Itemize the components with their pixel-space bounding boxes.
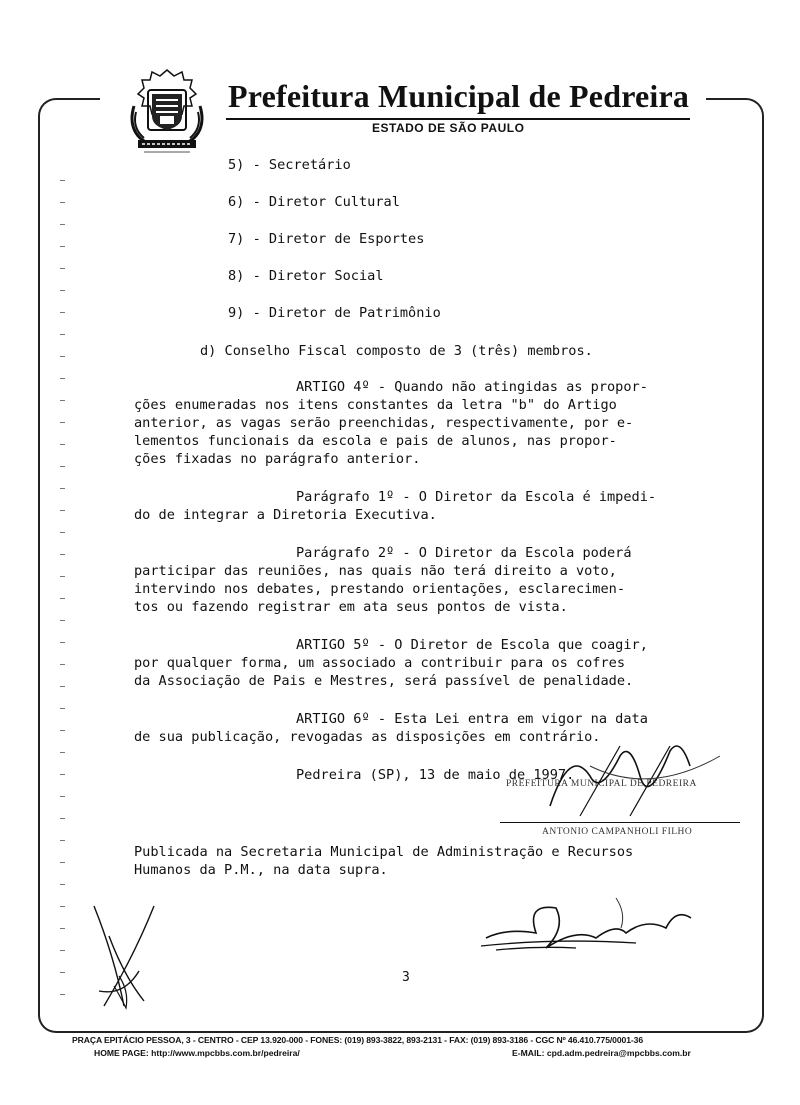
initials-signature [84,896,174,1016]
list-item [228,194,400,210]
title-underline [226,118,690,120]
frame-top-right-border [706,98,744,100]
artigo6-line: de sua publicação, revogadas as disposições em contrário. [134,729,601,745]
publicada-line: Publicada na Secretaria Municipal de Administração e Recursos [134,844,634,860]
list-item-text: - Diretor Social [252,268,384,284]
paragrafo1-line: do de integrar a Diretoria Executiva. [134,507,437,523]
publicada-line: Humanos da P.M., na data supra. [134,862,388,878]
list-item-text: - Secretário [252,157,351,173]
mayor-name-stamp: ANTONIO CAMPANHOLI FILHO [542,827,693,837]
list-item-number: 8) [228,268,245,284]
municipal-crest-icon [126,66,208,160]
artigo4-line: ARTIGO 4º - Quando não atingidas as propor- [296,379,648,395]
frame-right-border [742,98,764,1033]
list-item [228,305,441,321]
page-number: 3 [402,970,410,985]
artigo6-line: ARTIGO 6º - Esta Lei entra em vigor na data [296,711,648,727]
date-line: Pedreira (SP), 13 de maio de 1997. [296,767,575,783]
paragrafo2-line: Parágrafo 2º - O Diretor da Escola poderá [296,545,632,561]
paragrafo2-line: participar das reuniões, nas quais não terá direito a voto, [134,563,617,579]
item-d-conselho-fiscal: d) Conselho Fiscal composto de 3 (três) membros. [200,343,593,359]
margin-ticks [60,180,66,1000]
list-item [228,157,351,173]
list-item [228,231,424,247]
footer-address: PRAÇA EPITÁCIO PESSOA, 3 - CENTRO - CEP 13.920-000 - FONES: (019) 893-3822, 893-2131 - FAX: (019) 893-3186 - CGC Nº 46.410.775/0001-36 [72,1035,644,1045]
artigo4-line: ções fixadas no parágrafo anterior. [134,451,421,467]
list-item-text: - Diretor Cultural [252,194,400,210]
list-item-number: 6) [228,194,245,210]
prefeitura-stamp: PREFEITURA MUNICIPAL DE PEDREIRA [506,779,697,789]
artigo5-line: ARTIGO 5º - O Diretor de Escola que coagir, [296,637,648,653]
list-item-number: 7) [228,231,245,247]
page-subtitle: ESTADO DE SÃO PAULO [372,121,525,135]
list-item [228,268,384,284]
frame-left-border [38,98,60,1033]
frame-bottom-border [58,1031,744,1033]
artigo4-line: ções enumeradas nos itens constantes da letra "b" do Artigo [134,397,617,413]
list-item-number: 5) [228,157,245,173]
paragrafo1-line: Parágrafo 1º - O Diretor da Escola é impedi- [296,489,657,505]
page-title: Prefeitura Municipal de Pedreira [228,78,690,114]
frame-top-left-border [58,98,100,100]
artigo5-line: da Associação de Pais e Mestres, será passível de penalidade. [134,673,634,689]
list-item-text: - Diretor de Esportes [252,231,425,247]
secretary-signature [476,888,706,968]
footer-email-link[interactable]: E-MAIL: cpd.adm.pedreira@mpcbbs.com.br [512,1048,691,1058]
mayor-signature [530,736,730,826]
artigo5-line: por qualquer forma, um associado a contribuir para os cofres [134,655,626,671]
paragrafo2-line: intervindo nos debates, prestando orientações, esclarecimen- [134,581,626,597]
list-item-text: - Diretor de Patrimônio [252,305,441,321]
artigo4-line: lementos funcionais da escola e pais de alunos, nas propor- [134,433,617,449]
paragrafo2-line: tos ou fazendo registrar em ata seus pontos de vista. [134,599,568,615]
artigo4-line: anterior, as vagas serão preenchidas, respectivamente, por e- [134,415,634,431]
footer-homepage-link[interactable]: HOME PAGE: http://www.mpcbbs.com.br/pedreira/ [94,1048,300,1058]
signature-line [500,822,740,823]
list-item-number: 9) [228,305,245,321]
